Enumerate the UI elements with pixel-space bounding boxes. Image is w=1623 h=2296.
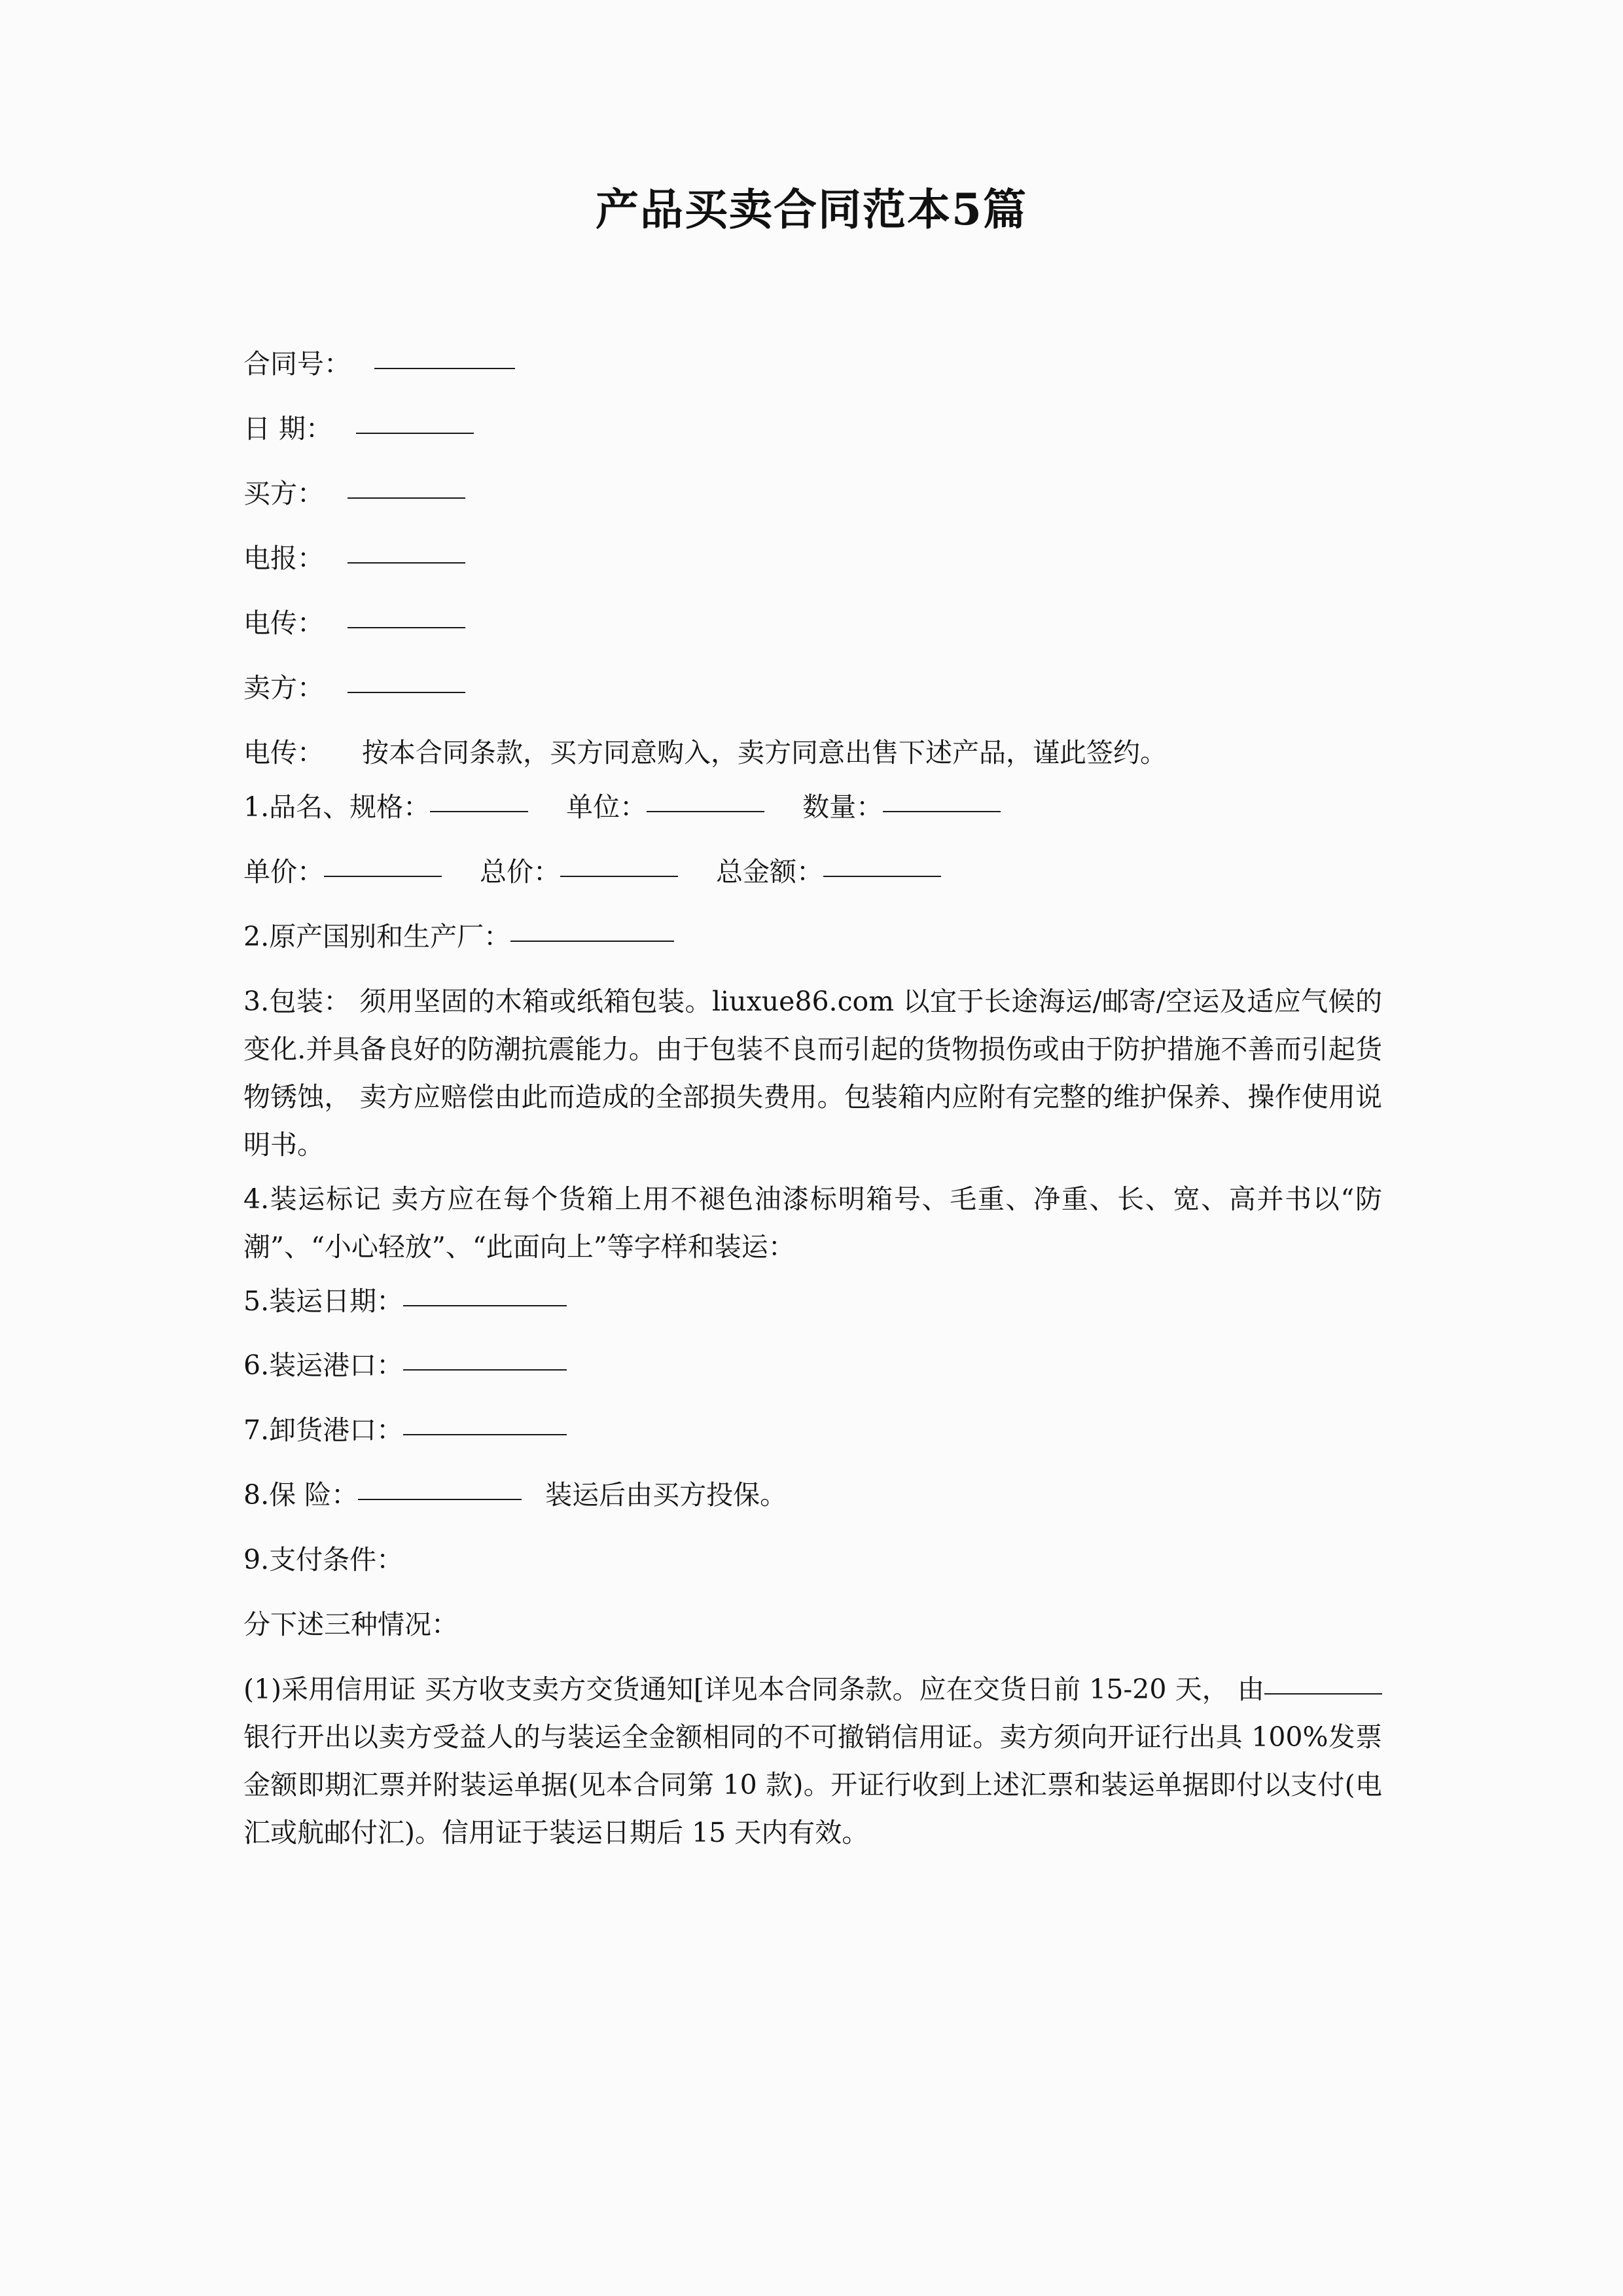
page-title: 产品买卖合同范本5篇: [596, 184, 1027, 235]
buyer-input[interactable]: [348, 497, 465, 499]
document-body: [243, 340, 1382, 1863]
insurance-input[interactable]: [358, 1499, 522, 1500]
field-buyer: [243, 470, 1382, 518]
preamble-text: 按本合同条款，买方同意购入，卖方同意出售下述产品，谨此签约。: [362, 736, 1167, 768]
field-telegram: [243, 535, 1382, 583]
contract-number-input[interactable]: [374, 368, 515, 369]
clause-1-line-2: [243, 848, 1382, 896]
payment-intro: 分下述三种情况：: [243, 1609, 458, 1641]
unit-input[interactable]: [647, 811, 764, 812]
field-seller: [243, 664, 1382, 712]
field-telex: [243, 600, 1382, 647]
unit-price-label: 单价：: [243, 855, 324, 888]
field-date: [243, 405, 1382, 453]
field-contract-number: [243, 340, 1382, 388]
unit-price-input[interactable]: [324, 876, 442, 877]
total-amount-label: 总金额：: [716, 855, 823, 888]
clause-8: [243, 1471, 1382, 1519]
discharge-port-input[interactable]: [403, 1434, 567, 1435]
loading-port-input[interactable]: [403, 1369, 567, 1371]
clause-7-label: 7.卸货港口：: [243, 1414, 404, 1446]
preamble-paragraph: [243, 729, 1382, 777]
clause-4-shipping-marks: 4.装运标记 卖方应在每个货箱上用不褪色油漆标明箱号、毛重、净重、长、宽、高并书以“防潮”、“小心轻放”、“此面向上”等字样和装运：: [243, 1183, 1382, 1263]
field-telex-label: 电传：: [243, 607, 324, 639]
clause-9: 9.支付条件：: [243, 1544, 404, 1576]
clause-6: [243, 1342, 1382, 1390]
payment-case-1: [243, 1666, 1382, 1857]
total-amount-input[interactable]: [823, 876, 941, 877]
telex-input[interactable]: [348, 627, 465, 628]
field-contract-number-label: 合同号：: [243, 348, 351, 380]
quantity-label: 数量：: [802, 791, 883, 823]
clause-1-line-1: [243, 783, 1382, 831]
field-seller-label: 卖方：: [243, 672, 324, 704]
field-date-label: 日 期：: [243, 412, 333, 444]
shipping-date-input[interactable]: [403, 1305, 567, 1306]
clause-7: [243, 1407, 1382, 1454]
field-telegram-label: 电报：: [243, 542, 324, 574]
clause-5-label: 5.装运日期：: [243, 1285, 404, 1317]
clause-6-label: 6.装运港口：: [243, 1350, 404, 1382]
product-spec-input[interactable]: [430, 811, 528, 812]
field-buyer-label: 买方：: [243, 477, 324, 509]
clause-2-label: 2.原产国别和生产厂：: [243, 920, 511, 952]
payment-case-1-part2: 银行开出以卖方受益人的与装运全金额相同的不可撤销信用证。卖方须向开证行出具 100%发票金额即期汇票并附装运单据(见本合同第 10 款)。开证行收到上述汇票和装运单据即付以支付(电汇或航邮付汇)。信用证于装运日期后 15 天内有效。: [243, 1721, 1382, 1849]
unit-label: 单位：: [566, 791, 647, 823]
telegram-input[interactable]: [348, 562, 465, 564]
origin-factory-input[interactable]: [510, 941, 674, 942]
payment-case-1-part1: (1)采用信用证 买方收支卖方交货通知[详见本合同条款。应在交货日前 15-20 天， 由: [243, 1674, 1264, 1706]
total-price-label: 总价：: [480, 855, 560, 888]
seller-input[interactable]: [348, 692, 465, 693]
quantity-input[interactable]: [883, 811, 1001, 812]
total-price-input[interactable]: [560, 876, 678, 877]
preamble-label: 电传：: [243, 736, 324, 768]
clause-3-packaging: 3.包装： 须用坚固的木箱或纸箱包装。liuxue86.com 以宜于长途海运/邮寄/空运及适应气候的变化.并具备良好的防潮抗震能力。由于包装不良而引起的货物损伤或由于防护措施不善而引起货物锈蚀， 卖方应赔偿由此而造成的全部损失费用。包装箱内应附有完整的维护保养、操作使用说明书。: [243, 985, 1382, 1160]
issuing-bank-input[interactable]: [1264, 1693, 1382, 1695]
clause-1-label: 1.品名、规格：: [243, 791, 431, 823]
clause-2: [243, 913, 1382, 961]
clause-8-label: 8.保 险：: [243, 1479, 359, 1511]
clause-5: [243, 1278, 1382, 1325]
date-input[interactable]: [356, 433, 474, 434]
clause-8-suffix: 装运后由买方投保。: [545, 1479, 787, 1511]
